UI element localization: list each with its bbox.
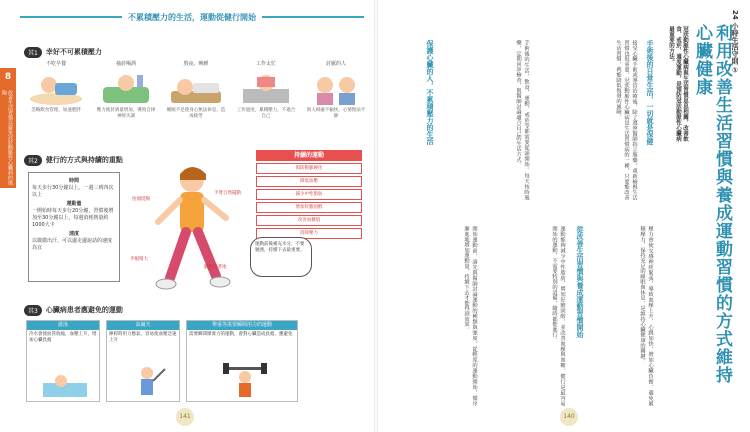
header-rule-right [262, 16, 364, 18]
avoid-weightlifting-box [186, 320, 298, 402]
effect-item: 增加好膽固醇 [256, 202, 362, 213]
time-heading: 時間 [68, 178, 79, 184]
effect-item: 改善血糖值 [256, 215, 362, 226]
amount-heading: 運動量 [66, 201, 82, 207]
section2-badge: 其2 [24, 155, 42, 166]
section1-heading [24, 46, 102, 58]
effect-item: 預防動脈硬化 [256, 163, 362, 174]
walking-guideline-box [28, 172, 120, 282]
subhead-2: 保護心臟的人，不累積壓力的生活 [426, 40, 434, 145]
speed-heading: 速度 [68, 231, 79, 237]
figure-description: 睡眠不足使身心無法休息，造成疲勞 [166, 108, 226, 119]
effects-title: 持續的運動 [256, 150, 362, 161]
chapter-side-tab [0, 68, 16, 188]
working-illustration [237, 69, 295, 107]
book-gutter [374, 0, 378, 432]
subhead-3: 從改善生活習慣與養成運動習慣開始 [576, 226, 584, 338]
effect-item: 降低血壓 [256, 176, 362, 187]
figure-caption: 不吃早餐 [45, 61, 66, 67]
exercise-effects-list [256, 150, 362, 239]
body-paragraph-4: 運動能夠減少中性脂肪、增加好膽固醇，並改善血壓與血糖。健行是最容易開始的運動，不需要特別的設備，隨時都能進行。 [551, 226, 565, 406]
sleeping-illustration [167, 69, 225, 107]
avoid-box-heading: 舉重等需要瞬間用力的運動 [187, 321, 297, 330]
subhead-1: 手術後的日常生活，一切就是保健 [646, 40, 654, 145]
avoid-box-body: 揮桿時用力憋氣，容易使血壓急速上升 [109, 332, 177, 343]
left-page-number: 141 [176, 408, 194, 426]
figure-caption: 討厭的人 [325, 61, 346, 67]
avoid-box-body: 冷水會使血管收縮，血壓上升，增加心臟負擔 [29, 332, 97, 343]
header-rule-left [20, 16, 122, 18]
figure-description: 工作過度，累積壓力，不適合自己 [236, 108, 296, 119]
figure-skip-breakfast [26, 60, 86, 134]
figure-late-night [166, 60, 226, 134]
walker-label: 步幅稍大 [130, 257, 148, 262]
side-tab-number: 8 [4, 72, 12, 82]
swimmer-illustration [43, 369, 87, 397]
figure-caption: 抽菸喝酒 [115, 61, 136, 67]
right-page-number: 140 [560, 408, 578, 426]
avoid-box-body: 需要瞬間爆發力的運動，會對心臟造成負擔，應避免 [189, 332, 293, 337]
stress-figures [26, 60, 366, 134]
weightlifter-illustration [223, 363, 267, 399]
section1-badge: 其1 [24, 47, 42, 58]
section1-title: 幸好不可累積壓力 [45, 48, 102, 56]
figure-disliked-person [306, 60, 366, 134]
avoid-box-heading: 游泳 [27, 321, 99, 330]
argument-illustration [307, 69, 365, 107]
left-page-header [20, 8, 364, 26]
figure-caption: 熬夜、晚睡 [183, 61, 209, 67]
figure-caption: 工作太忙 [255, 61, 276, 67]
golfer-illustration [127, 365, 167, 399]
figure-description: 忽略飲食管理，加速肥胖 [31, 108, 81, 113]
section3-title: 心臟病患者應避免的運動 [45, 306, 123, 314]
avoid-golf-box [106, 320, 180, 402]
avoid-exercise-row [26, 320, 366, 402]
section3-heading [24, 304, 123, 316]
walking-woman-illustration [130, 160, 250, 300]
page-title: 利用改善生活習慣與養成運動習慣的方式維持心臟健康 [692, 24, 732, 384]
left-page-header-text: 不累積壓力的生活，運動從健行開始 [128, 12, 256, 22]
avoid-swimming-box [26, 320, 100, 402]
chapter-label: 24 小時生活守則 ① [731, 10, 739, 75]
advice-speech-bubble: 運動前後補充水分，不要勉強，持續下去最重要。 [250, 237, 312, 277]
section3-badge: 其3 [24, 305, 42, 316]
right-page [382, 0, 750, 432]
effect-item: 減少中性脂肪 [256, 189, 362, 200]
walker-label: 腳跟先著地 [204, 265, 227, 270]
body-paragraph-5: 開始運動前，請先與醫師討論運動的種類與強度。從輕度的運動開始，循序漸進地增加運動量，持續下去才能得到效果。 [463, 226, 477, 406]
avoid-box-heading: 高爾夫 [107, 321, 179, 330]
figure-description: 壓力使菸酒量增加，導致自律神經失調 [96, 108, 156, 119]
figure-smoking-drinking [96, 60, 156, 134]
speed-text: 以微微出汗、可以邊走邊說話的速度為宜 [32, 238, 113, 251]
effect-item: 消除壓力 [256, 228, 362, 239]
side-tab-text: 改善生活習慣以避免冠狀動脈性心臟病的風險 [1, 90, 13, 185]
body-paragraph-1: 接受心臟手術或導管治療後，除了遵照醫師指示服藥，重新檢視生活習慣也很重要。冠狀動脈性心臟病是生活習慣病的一種，只要能改善生活習慣，就能降低復發的風險。 [615, 40, 637, 200]
figure-overwork [236, 60, 296, 134]
figure-description: 與人相處不愉快，心情無法平靜 [306, 108, 366, 119]
lead-paragraph: 冠狀動脈性心臟病與生活習慣息息相關，改善飲食、戒菸、適度運動，是預防冠狀動脈性心臟病最重要的方法。 [668, 26, 688, 142]
amount-text: 一開始時每天步行20分鐘，習慣後增加至30分鐘以上，每週消耗熱量約1000大卡 [32, 208, 114, 228]
time-text: 每天步行30分鐘以上，一週三到四次以上 [32, 185, 114, 198]
walker-label: 手臂自然擺動 [214, 191, 241, 196]
section2-title: 健行的方式與持續的重點 [45, 156, 123, 164]
section2-heading [24, 154, 123, 166]
tired-person-illustration [27, 69, 85, 107]
drinking-illustration [97, 69, 155, 107]
body-paragraph-2: 手術後的生活，飲食、運動、戒菸等都需要從頭開始。每天按時服藥，定期回診檢查，與醫師討論適合自己的生活方式。 [515, 40, 529, 200]
body-paragraph-3: 壓力會使交感神經緊張，導致血壓上升、心跳加快，增加心臟負擔。避免累積壓力，保持充足的睡眠與休息，是維持心臟健康的關鍵。 [639, 226, 653, 406]
walker-label: 抬頭挺胸 [132, 197, 150, 202]
